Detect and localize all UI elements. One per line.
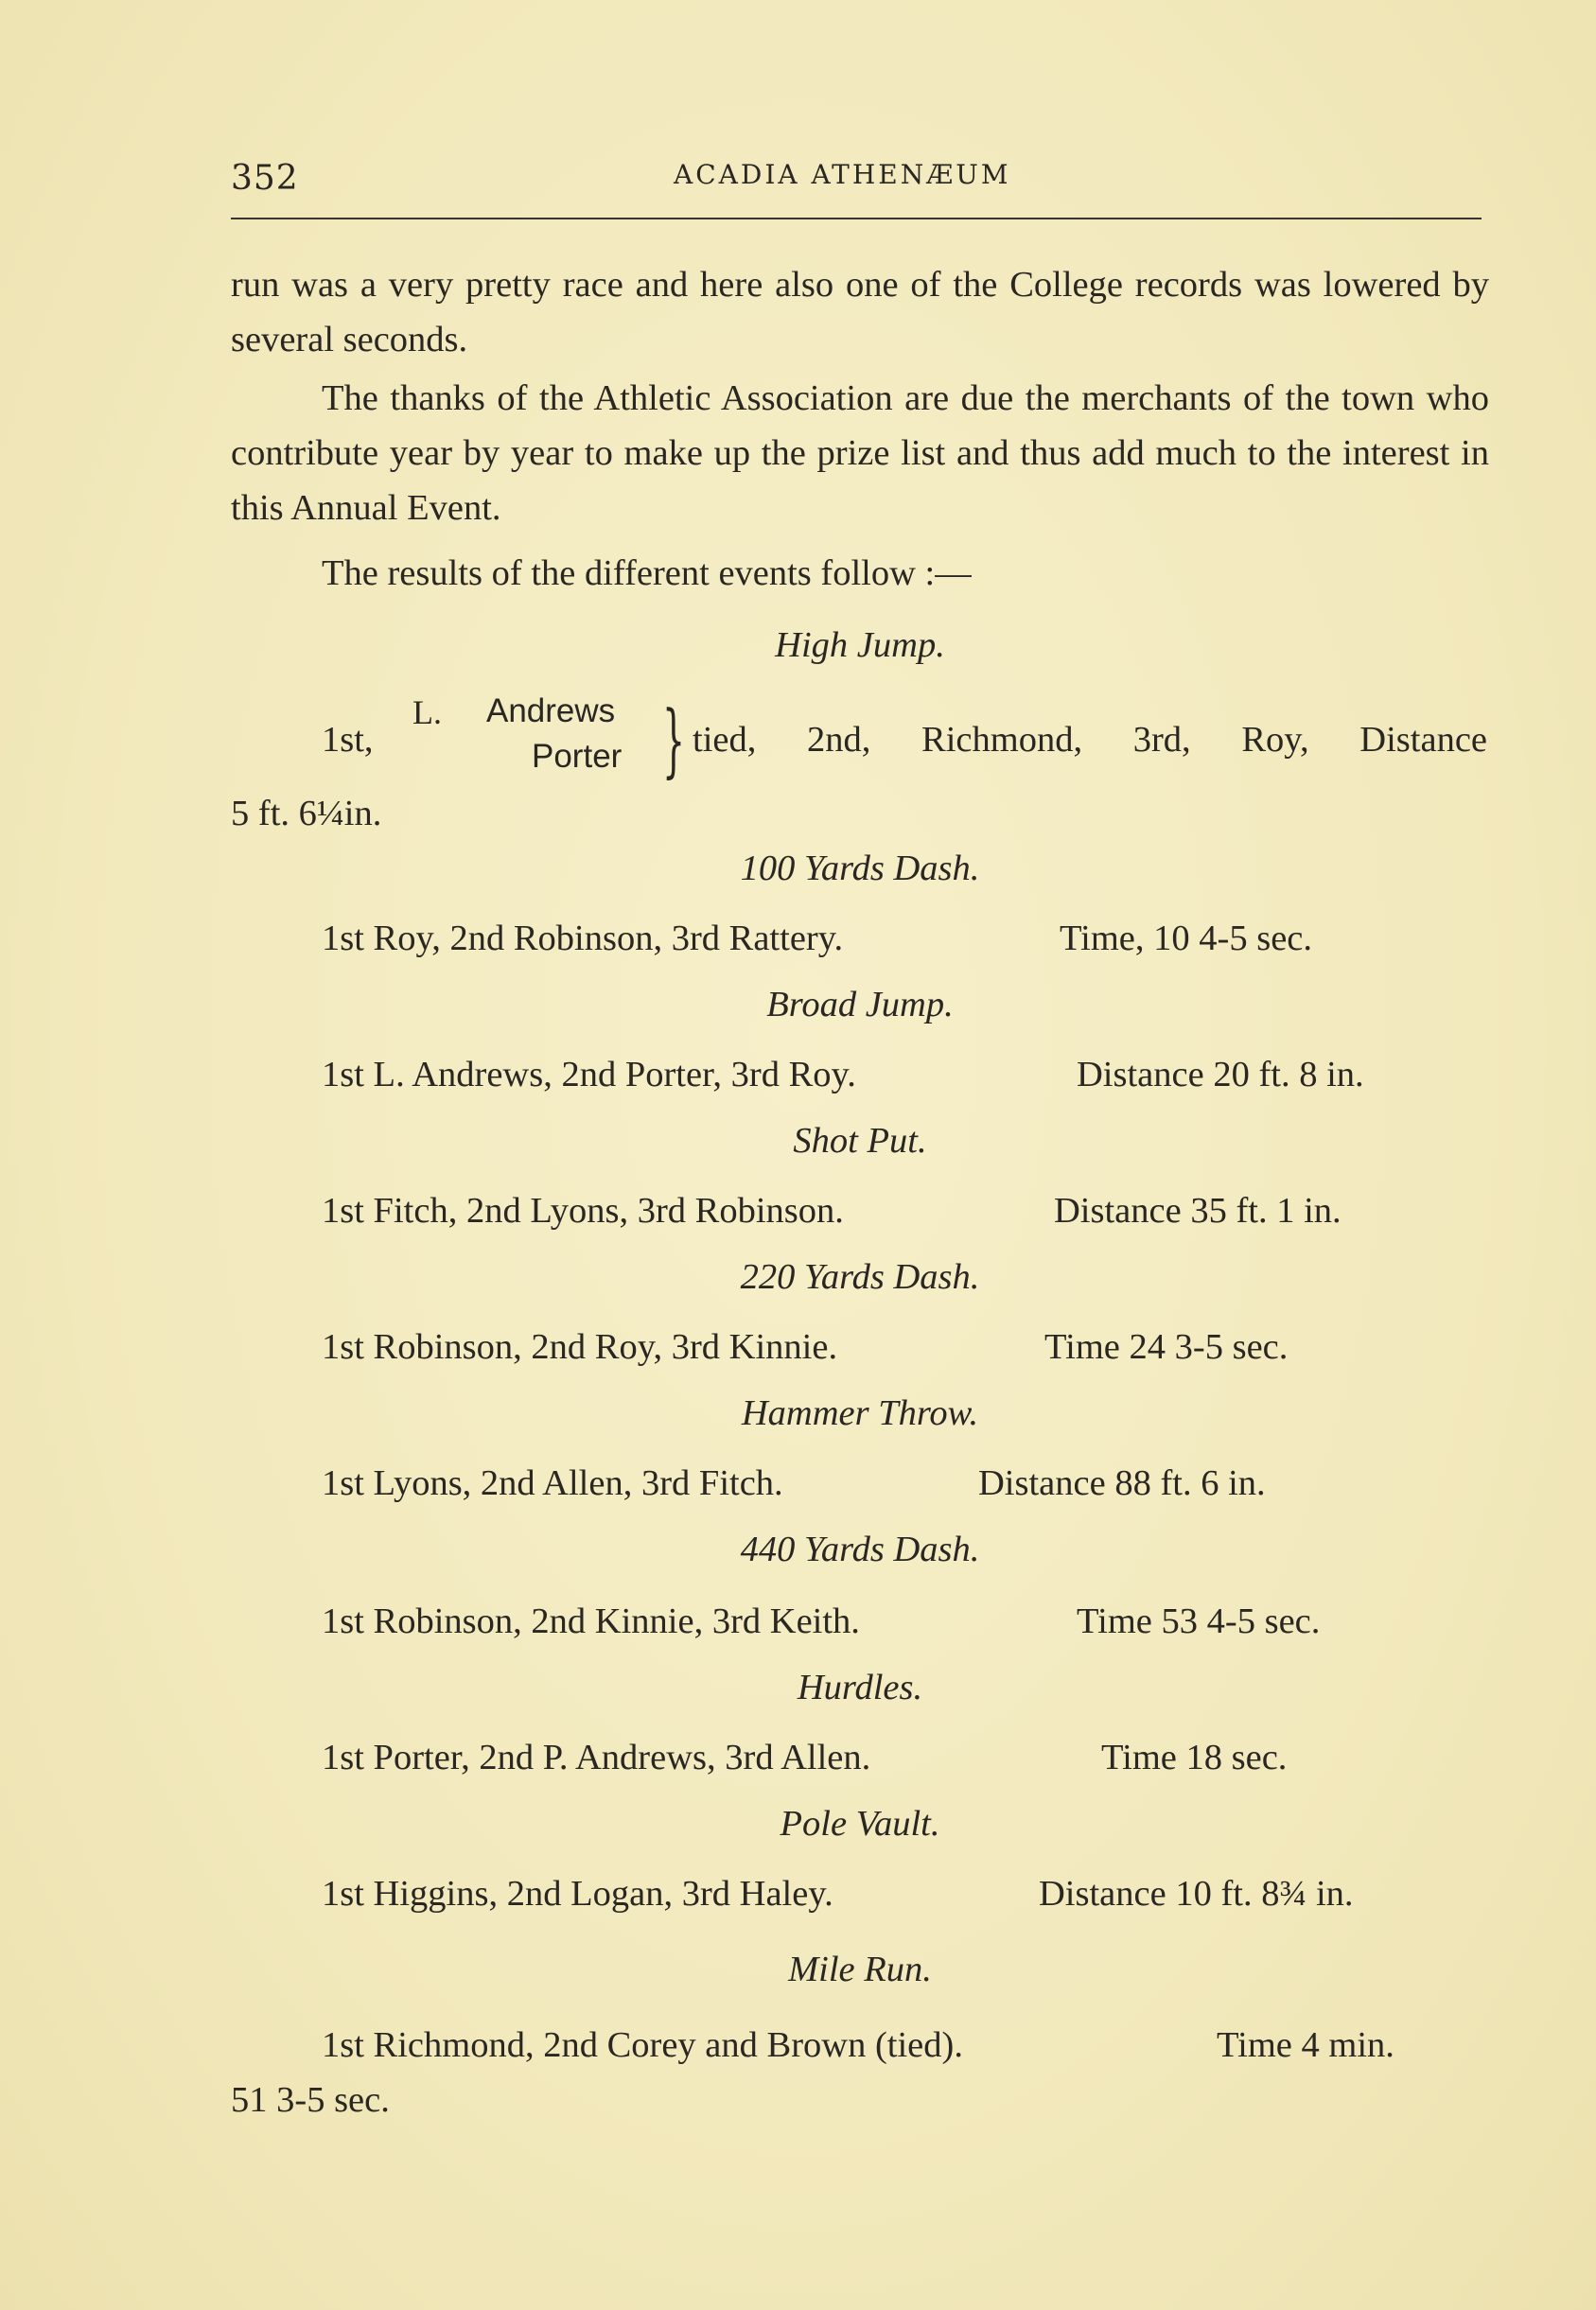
event-result-220-yards: 1st Robinson, 2nd Roy, 3rd Kinnie. [322,1327,838,1367]
intro-paragraph-3: The results of the different events follow :— [322,553,972,593]
event-result-pole-vault: 1st Higgins, 2nd Logan, 3rd Haley. [322,1874,833,1914]
event-heading-mile-run: Mile Run. [788,1950,932,1989]
event-result-hammer-throw: 1st Lyons, 2nd Allen, 3rd Fitch. [322,1463,783,1503]
intro-text [231,257,1489,535]
event-heading-440-yards: 440 Yards Dash. [740,1530,980,1569]
event-measure-220-yards: Time 24 3-5 sec. [1044,1327,1289,1367]
mile-run-continuation: 51 3-5 sec. [231,2080,390,2120]
event-heading-220-yards: 220 Yards Dash. [740,1257,980,1297]
high-jump-tail: tied, 2nd, Richmond, 3rd, Roy, Distance [693,720,1487,760]
event-measure-hurdles: Time 18 sec. [1101,1738,1288,1777]
high-jump-tie-name-2: Porter [532,738,623,775]
running-head: ACADIA ATHENÆUM [674,159,1011,190]
high-jump-tie-name-1: Andrews [486,692,616,729]
event-measure-100-yards: Time, 10 4-5 sec. [1060,919,1312,958]
event-result-broad-jump: 1st L. Andrews, 2nd Porter, 3rd Roy. [322,1055,856,1094]
event-result-hurdles: 1st Porter, 2nd P. Andrews, 3rd Allen. [322,1738,871,1777]
event-heading-100-yards: 100 Yards Dash. [740,849,980,888]
event-heading-pole-vault: Pole Vault. [780,1804,940,1844]
header-rule [231,218,1482,219]
event-measure-shot-put: Distance 35 ft. 1 in. [1054,1191,1342,1231]
high-jump-continuation: 5 ft. 6¼in. [231,794,382,833]
event-result-shot-put: 1st Fitch, 2nd Lyons, 3rd Robinson. [322,1191,844,1231]
event-result-440-yards: 1st Robinson, 2nd Kinnie, 3rd Keith. [322,1601,860,1641]
event-result-mile-run: 1st Richmond, 2nd Corey and Brown (tied). [322,2025,963,2065]
page-header [231,149,1482,206]
event-measure-440-yards: Time 53 4-5 sec. [1077,1601,1321,1641]
event-measure-mile-run: Time 4 min. [1217,2025,1394,2065]
event-heading-hammer-throw: Hammer Throw. [741,1393,979,1433]
event-measure-pole-vault: Distance 10 ft. 8¾ in. [1039,1874,1354,1914]
event-heading-shot-put: Shot Put. [793,1121,927,1161]
high-jump-initial: L. [412,693,442,731]
event-heading-broad-jump: Broad Jump. [766,985,954,1024]
page-number: 352 [231,159,299,198]
tie-brace: } [662,693,686,786]
intro-paragraph-1: run was a very pretty race and here also one of the College records was lowered by several seconds. [231,265,1489,359]
event-heading-hurdles: Hurdles. [797,1668,923,1707]
event-heading-high-jump: High Jump. [775,625,945,665]
event-measure-broad-jump: Distance 20 ft. 8 in. [1077,1055,1364,1094]
high-jump-lead: 1st, [322,720,374,760]
event-measure-hammer-throw: Distance 88 ft. 6 in. [978,1463,1266,1503]
event-result-100-yards: 1st Roy, 2nd Robinson, 3rd Rattery. [322,919,844,958]
intro-paragraph-2: The thanks of the Athletic Association are due the merchants of the town who contribute year by year to make up the prize list and thus add much to the interest in this Annual Event. [231,378,1489,528]
